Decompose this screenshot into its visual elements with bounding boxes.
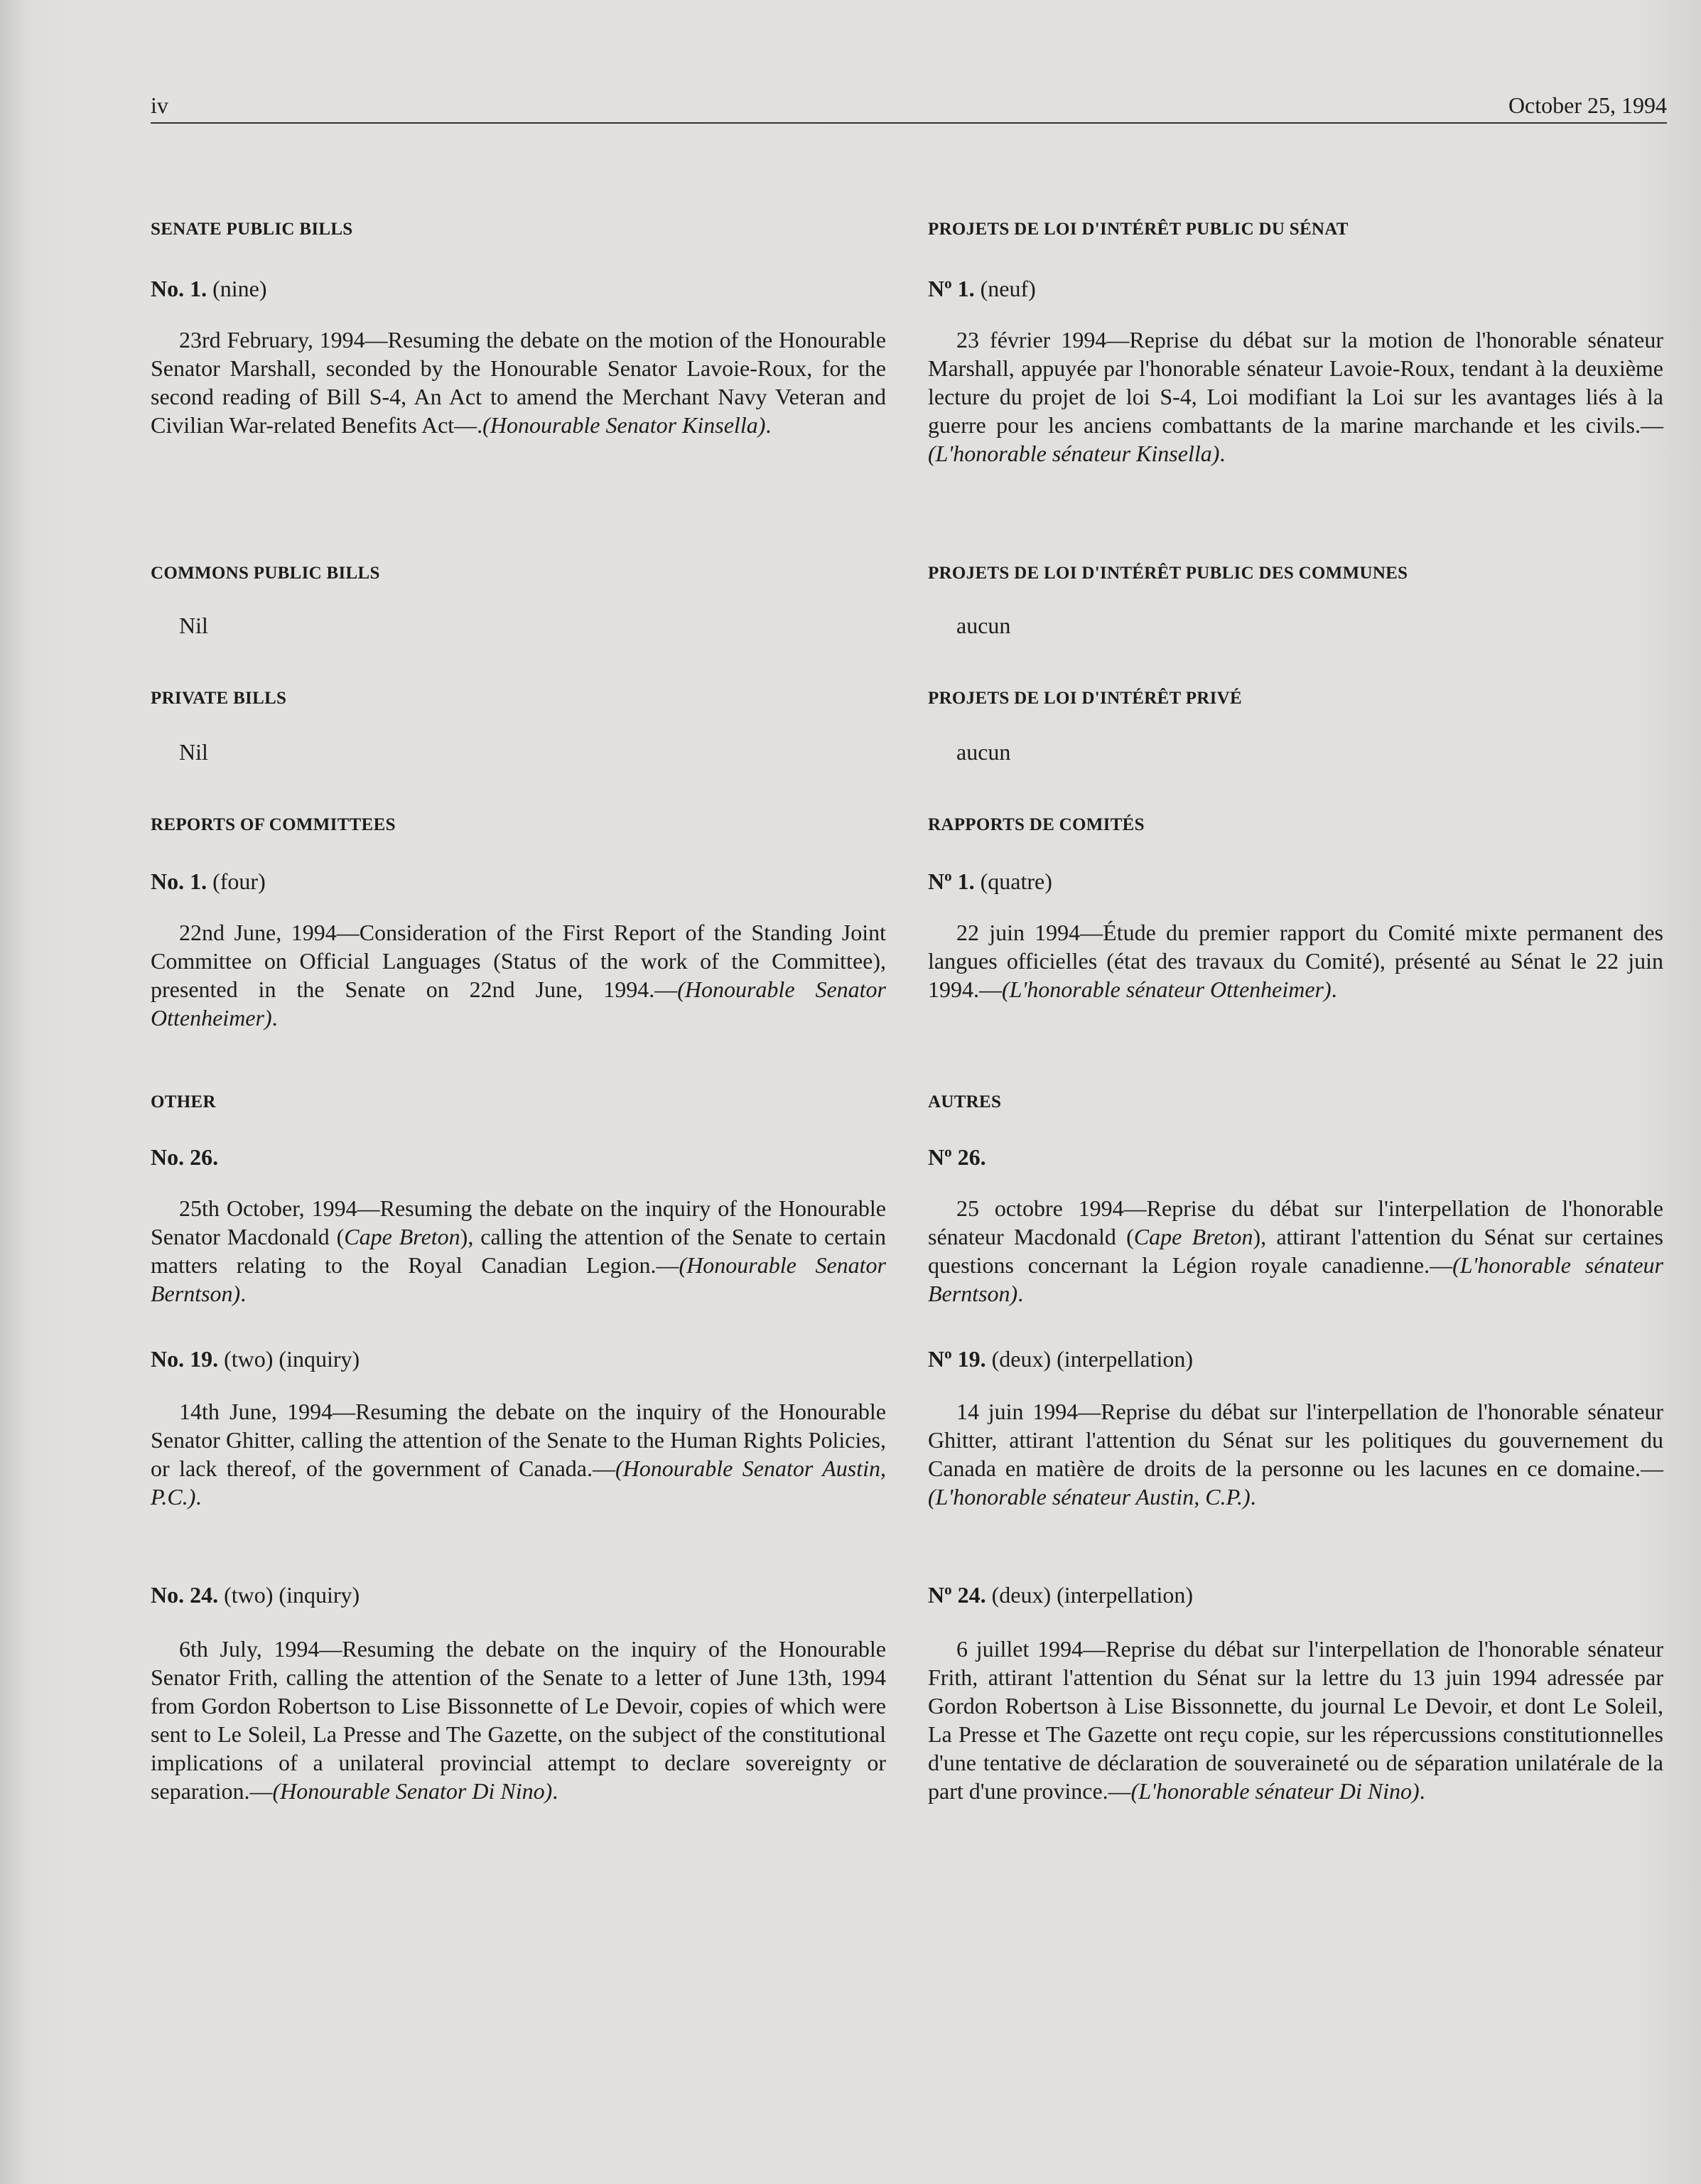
commons-nil-fr: aucun [956,613,1011,638]
number-sup: o [944,274,952,292]
number-prefix: N [928,1582,945,1608]
number-sup: o [944,1143,952,1161]
number-prefix: N [928,868,945,894]
item-number: No. 1. [151,868,207,894]
item-end: . [1331,977,1337,1002]
other-heading-fr: AUTRES [928,1092,1002,1112]
item-body: 22 juin 1994—Étude du premier rapport du Comité mixte permanent des langues officielles (état des travaux du Comité), présenté au Sénat le 22 juin 1994.— [928,920,1663,1002]
item-text [151,326,886,439]
private-bills-heading: PRIVATE BILLS [151,689,287,708]
item-body: 22nd June, 1994—Consideration of the First Report of the Standing Joint Committee on Official Languages (Status of the work of the Committee), presented in the Senate on 22nd June, 1994.— [151,920,886,1002]
item-title [151,1143,886,1171]
item-tag: (four) [207,868,266,894]
item-number: No. 1. [151,276,207,301]
item-end: . [1017,1281,1024,1306]
item-body: ), calling the attention of the Senate to certain matters relating to the Royal Canadian Legion.— [151,1224,887,1278]
private-nil-fr: aucun [956,739,1011,765]
item-body: 25 octobre 1994—Reprise du débat sur l'interpellation de l'honorable sénateur Macdonald ( [928,1195,1663,1249]
item-body: 25th October, 1994—Resuming the debate on the inquiry of the Honourable Senator Macdonald ( [151,1195,886,1249]
item-speaker: (Honourable Senator Kinsella) [482,412,766,438]
item-title [928,1581,1663,1609]
item-body: ), attirant l'attention du Sénat sur certaines questions concernant la Légion royale canadienne.— [928,1224,1664,1278]
item-title [151,274,886,303]
item-title [928,1143,1663,1171]
item-speaker: (L'honorable sénateur Berntson) [928,1252,1664,1306]
item-speaker: (L'honorable sénateur Di Nino) [1130,1778,1420,1804]
item-body: 14 juin 1994—Reprise du débat sur l'interpellation de l'honorable sénateur Ghitter, attirant l'attention du Sénat sur les politiques du gouvernement du Canada en matière de droits de la personne ou les lacunes en ce domaine.— [928,1399,1663,1481]
item-number: 26. [951,1144,986,1170]
item-end: . [240,1281,247,1306]
item-body: 23 février 1994—Reprise du débat sur la motion de l'honorable sénateur Marshall, appuyée par l'honorable sénateur Lavoie-Roux, tendant à la deuxième lecture du projet de loi S-4, Loi modifiant la Loi sur les avantages liés à la guerre pour les anciens combattants de la marine marchande et les civils.— [928,327,1663,438]
page-date: October 25, 1994 [1508,92,1667,118]
commons-nil: Nil [179,613,208,638]
number-prefix: N [928,1346,945,1372]
item-text [928,918,1663,1004]
number-sup: o [944,1581,952,1598]
reports-of-committees-heading: REPORTS OF COMMITTEES [151,815,396,834]
item-number: No. 19. [151,1346,219,1372]
number-sup: o [944,1345,952,1362]
number-sup: o [944,867,952,885]
item-number: 1. [951,868,975,894]
senate-public-bills-heading-fr: PROJETS DE LOI D'INTÉRÊT PUBLIC DU SÉNAT [928,220,1349,239]
item-speaker: (Honourable Senator Di Nino) [272,1778,553,1804]
item-tag: (quatre) [974,868,1052,894]
number-prefix: N [928,1144,945,1170]
item-body: 23rd February, 1994—Resuming the debate on the motion of the Honourable Senator Marshall, seconded by the Honourable Senator Lavoie-Roux, for the second reading of Bill S-4, An Act to amend the Merchant Navy Veteran and Civilian War-related Benefits Act—. [151,327,886,438]
item-title [151,1581,886,1609]
number-prefix: N [928,276,945,301]
item-title [928,274,1663,303]
reports-of-committees-heading-fr: RAPPORTS DE COMITÉS [928,815,1145,834]
private-bills-heading-fr: PROJETS DE LOI D'INTÉRÊT PRIVÉ [928,689,1242,708]
item-tag: (deux) (interpellation) [986,1582,1194,1608]
item-text [151,1635,886,1805]
commons-public-bills-heading: COMMONS PUBLIC BILLS [151,564,380,583]
item-tag: (two) (inquiry) [218,1582,360,1608]
item-title [928,867,1663,895]
commons-public-bills-heading-fr: PROJETS DE LOI D'INTÉRÊT PUBLIC DES COMMUNES [928,564,1408,583]
item-tag: (two) (inquiry) [218,1346,360,1372]
item-number: 1. [951,276,975,301]
item-speaker: (L'honorable sénateur Kinsella) [928,441,1220,466]
item-speaker: (L'honorable sénateur Ottenheimer) [1002,977,1332,1002]
page-number: iv [151,92,168,118]
item-number: 19. [951,1346,986,1372]
item-text [928,326,1663,468]
item-text [928,1635,1663,1805]
private-nil: Nil [179,739,208,765]
item-number: No. 26. [151,1144,219,1170]
item-end: . [552,1778,558,1804]
item-title [151,1345,886,1373]
item-end: . [1250,1484,1256,1510]
item-number: 24. [951,1582,986,1608]
item-end: . [271,1005,278,1031]
item-end: . [765,412,772,438]
item-speaker: (L'honorable sénateur Austin, C.P.) [928,1484,1251,1510]
item-text [151,918,886,1032]
header-rule [151,122,1667,124]
item-speaker: (Honourable Senator Ottenheimer) [151,977,887,1031]
item-text [928,1194,1663,1308]
item-speaker: (Honourable Senator Berntson) [151,1252,887,1306]
item-text [151,1397,886,1511]
item-body: 6th July, 1994—Resuming the debate on the inquiry of the Honourable Senator Frith, calling the attention of the Senate to a letter of June 13th, 1994 from Gordon Robertson to Lise Bissonnette of Le Devoir, copies of which were sent to Le Soleil, La Presse and The Gazette, on the subject of the constitutional implications of a unilateral provincial attempt to declare sovereignty or separation.— [151,1636,886,1804]
item-end: . [1419,1778,1425,1804]
item-place: Cape Breton [344,1224,460,1249]
item-body: 14th June, 1994—Resuming the debate on the inquiry of the Honourable Senator Ghitter, calling the attention of the Senate to the Human Rights Policies, or lack thereof, of the government of Canada.— [151,1399,886,1481]
item-tag: (neuf) [974,276,1036,301]
item-place: Cape Breton [1133,1224,1253,1249]
item-body: 6 juillet 1994—Reprise du débat sur l'interpellation de l'honorable sénateur Frith, attirant l'attention du Sénat sur la lettre du 13 juin 1994 adressée par Gordon Robertson à Lise Bissonnette, du journal Le Devoir, et dont Le Soleil, La Presse et The Gazette ont reçu copie, sur les répercussions constitutionnelles d'une tentative de déclaration de souveraineté ou de séparation unilatérale de la part d'une province.— [928,1636,1663,1804]
other-heading: OTHER [151,1092,216,1112]
item-speaker: (Honourable Senator Austin, P.C.) [151,1456,887,1510]
item-text [928,1397,1663,1511]
senate-public-bills-heading: SENATE PUBLIC BILLS [151,220,353,239]
item-tag: (nine) [207,276,267,301]
item-end: . [1219,441,1226,466]
item-tag: (deux) (interpellation) [986,1346,1194,1372]
item-text [151,1194,886,1308]
item-title [928,1345,1663,1373]
item-number: No. 24. [151,1582,219,1608]
item-end: . [195,1484,202,1510]
item-title [151,867,886,895]
